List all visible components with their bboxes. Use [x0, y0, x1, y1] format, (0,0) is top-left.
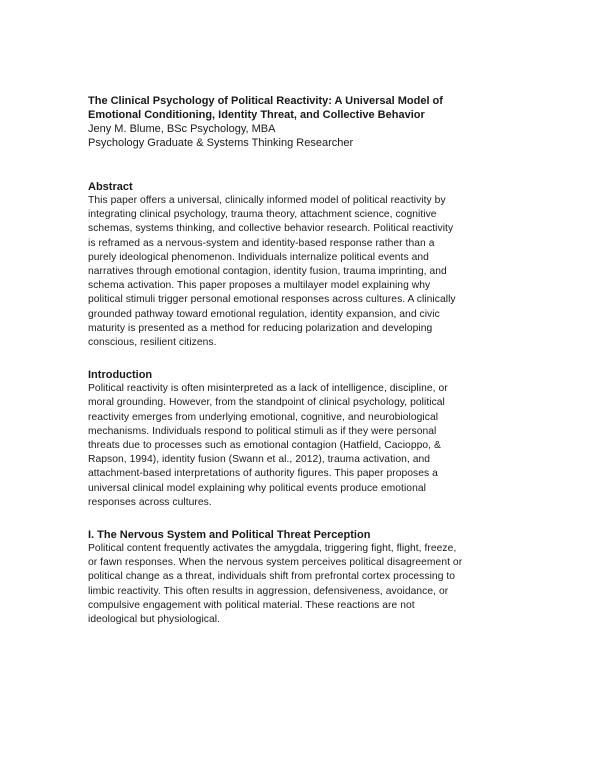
text-line: political change as a threat, individuals shift from prefrontal cortex processing to	[88, 571, 456, 583]
text-line: This paper offers a universal, clinically informed model of political reactivity by	[88, 195, 446, 206]
section-heading: I. The Nervous System and Political Threat Perception	[88, 529, 371, 542]
abstract-body	[88, 194, 520, 350]
section-nervous-system	[88, 528, 520, 627]
author-affiliation: Psychology Graduate & Systems Thinking Researcher	[88, 137, 354, 149]
paper-header	[88, 94, 520, 150]
abstract-section	[88, 180, 520, 350]
author-name: Jeny M. Blume, BSc Psychology, MBA	[88, 123, 276, 135]
text-line: grounded pathway toward emotional regulation, identity expansion, and civic	[88, 308, 440, 320]
text-line: schema activation. This paper proposes a multilayer model explaining why	[88, 280, 431, 292]
text-line: universal clinical model explaining why political events produce emotional	[88, 482, 426, 494]
title-line: Emotional Conditioning, Identity Threat, and Collective Behavior	[88, 109, 425, 121]
text-line: Political reactivity is often misinterpreted as a lack of intelligence, discipline, or	[88, 383, 448, 395]
paper-title	[88, 94, 520, 122]
text-line: political stimuli trigger personal emotional responses across cultures. A clinically	[88, 294, 456, 306]
text-line: limbic reactivity. This often results in aggression, defensiveness, avoidance, or	[88, 585, 449, 597]
text-line: or fawn responses. When the nervous system perceives political disagreement or	[88, 557, 463, 569]
text-line: Rapson, 1994), identity fusion (Swann et al., 2012), trauma activation, and	[88, 454, 431, 466]
introduction-section	[88, 368, 520, 510]
text-line: ideological but physiological.	[88, 614, 221, 626]
text-line: mechanisms. Individuals respond to political stimuli as if they were personal	[88, 425, 437, 437]
section-body	[88, 542, 520, 627]
paper-page	[88, 94, 520, 627]
text-line: reactivity emerges from underlying emotional, cognitive, and neurobiological	[88, 411, 439, 423]
text-line: is reframed as a nervous-system and identity-based response rather than a	[88, 237, 435, 249]
text-line: Political content frequently activates the amygdala, triggering fight, flight, freeze,	[88, 543, 457, 555]
text-line: integrating clinical psychology, trauma theory, attachment science, cognitive	[88, 209, 437, 221]
text-line: narratives through emotional contagion, identity fusion, trauma imprinting, and	[88, 266, 447, 278]
text-line: threats due to processes such as emotional contagion (Hatfield, Cacioppo, &	[88, 440, 441, 452]
text-line: compulsive engagement with political material. These reactions are not	[88, 599, 415, 611]
text-line: conscious, resilient citizens.	[88, 337, 217, 349]
text-line: moral grounding. However, from the standpoint of clinical psychology, political	[88, 397, 445, 409]
text-line: attachment-based interpretations of authority figures. This paper proposes a	[88, 468, 438, 480]
text-line: responses across cultures.	[88, 496, 212, 508]
text-line: schemas, systems thinking, and collective behavior research. Political reactivity	[88, 223, 454, 235]
text-line: maturity is presented as a method for reducing polarization and developing	[88, 322, 433, 334]
abstract-heading: Abstract	[88, 181, 133, 193]
introduction-body	[88, 382, 520, 510]
introduction-heading: Introduction	[88, 369, 153, 382]
text-line: purely ideological phenomenon. Individuals internalize political events and	[88, 251, 429, 263]
title-line: The Clinical Psychology of Political Reactivity: A Universal Model of	[88, 95, 443, 107]
